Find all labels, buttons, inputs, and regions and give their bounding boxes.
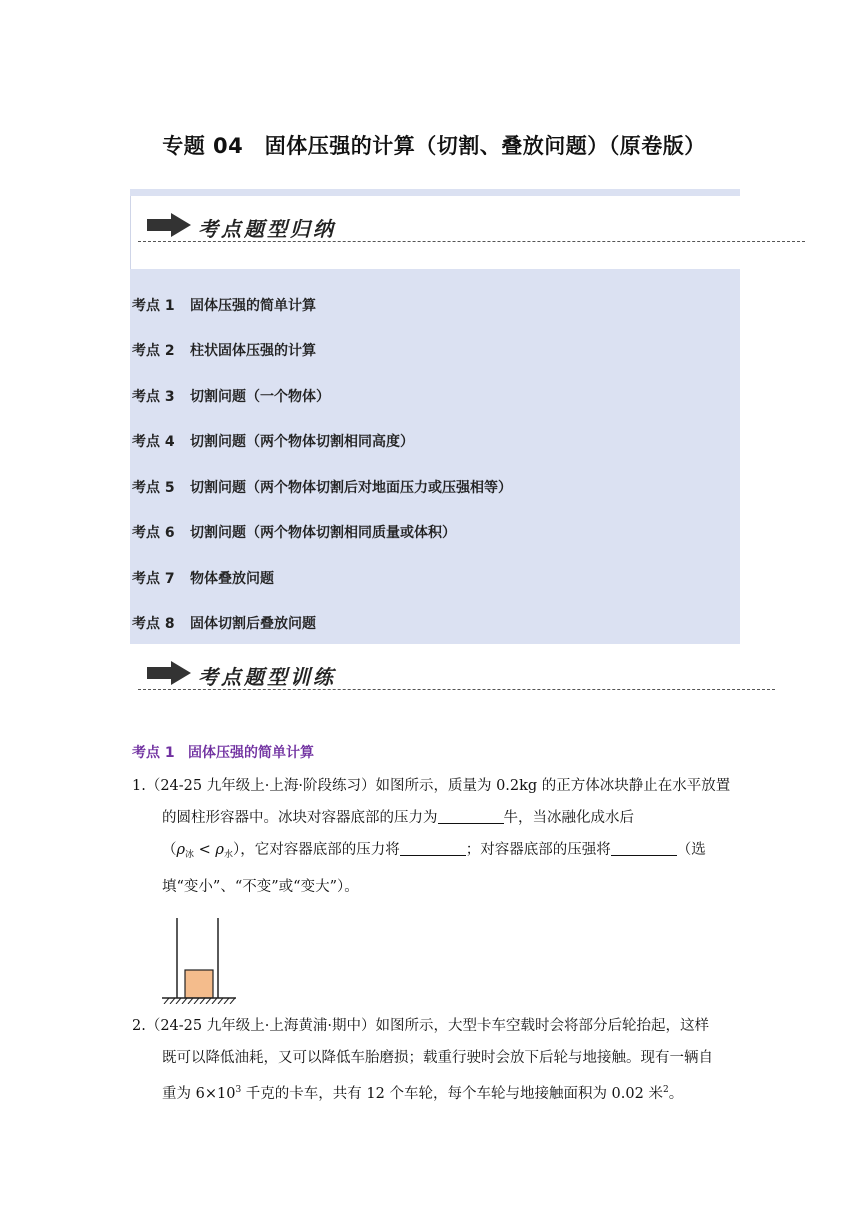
topic-item: 考点 3 切割问题（一个物体） bbox=[132, 389, 330, 405]
banner-summary-label: 考点题型归纳 bbox=[198, 217, 336, 241]
topic-item: 考点 6 切割问题（两个物体切割相同质量或体积） bbox=[132, 525, 456, 541]
banner-training bbox=[130, 648, 775, 688]
page-title: 专题 04 固体压强的计算（切割、叠放问题）（原卷版） bbox=[162, 134, 706, 158]
topic-item: 考点 5 切割问题（两个物体切割后对地面压力或压强相等） bbox=[132, 480, 512, 496]
banner-training-label: 考点题型训练 bbox=[198, 665, 336, 689]
topic-item: 考点 2 柱状固体压强的计算 bbox=[132, 343, 316, 359]
topic-item: 考点 4 切割问题（两个物体切割相同高度） bbox=[132, 434, 414, 450]
banner-summary bbox=[130, 200, 805, 240]
topic-item: 考点 7 物体叠放问题 bbox=[132, 571, 274, 587]
answer-blank[interactable] bbox=[400, 839, 466, 856]
answer-blank[interactable] bbox=[438, 807, 504, 824]
container-figure bbox=[160, 918, 240, 1004]
arrow-right-icon bbox=[145, 660, 193, 686]
arrow-right-icon bbox=[145, 212, 193, 238]
question-2: 2.（24-25 九年级上·上海黄浦·期中）如图所示，大型卡车空载时会将部分后轮抬起，这样 既可以降低油耗，又可以降低车胎磨损；载重行驶时会放下后轮与地接触。现有一辆自 重为 $6\times 10^3$ 千克的卡车，共有 12 个车轮，每个车轮与地接触面积为 0.02 米$^2$。 bbox=[132, 1018, 713, 1102]
topic-item: 考点 1 固体压强的简单计算 bbox=[132, 298, 316, 314]
ice-block bbox=[185, 970, 213, 998]
question-1: 1.（24-25 九年级上·上海·阶段练习）如图所示，质量为 0.2kg 的正方体冰块静止在水平放置 的圆柱形容器中。冰块对容器底部的压力为 牛，当冰融化成水后 $(\rho_冰 < \rho_水)$，它对容器底部的压力将 ；对容器底部的压强将 （选 填“变小”、“不变”或“变大”）。 bbox=[132, 778, 731, 895]
topic-item: 考点 8 固体切割后叠放问题 bbox=[132, 616, 316, 632]
section-heading: 考点 1 固体压强的简单计算 bbox=[132, 745, 314, 761]
answer-blank[interactable] bbox=[611, 839, 677, 856]
